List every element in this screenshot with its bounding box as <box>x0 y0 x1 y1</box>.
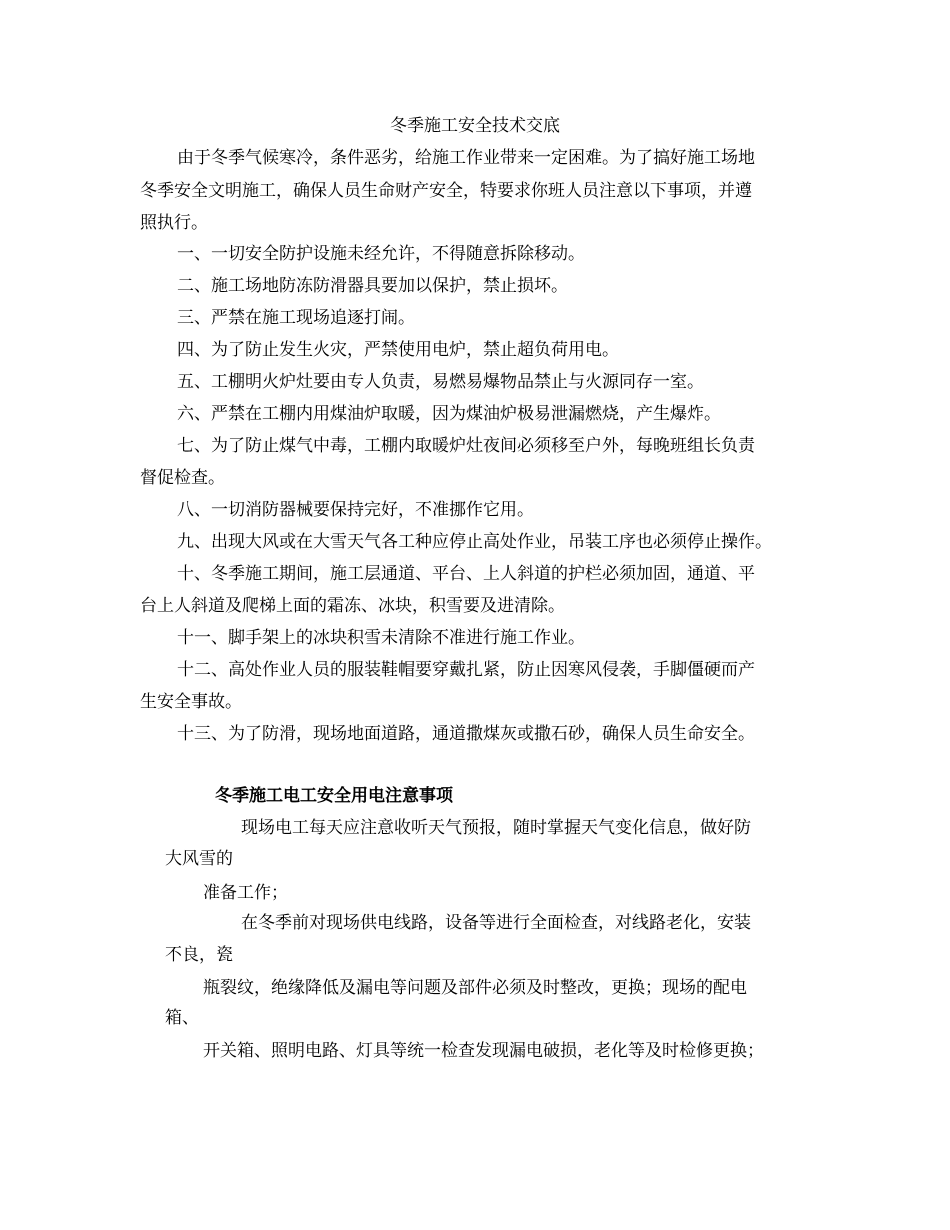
section2-title: 冬季施工电工安全用电注意事项 <box>215 786 453 806</box>
item-3: 三、严禁在施工现场追逐打闹。 <box>177 308 415 328</box>
section2-line-3: 准备工作； <box>203 883 288 903</box>
item-4: 四、为了防止发生火灾，严禁使用电炉，禁止超负荷用电。 <box>177 340 619 360</box>
item-7-line-2: 督促检查。 <box>140 468 225 488</box>
intro-line-2: 冬季安全文明施工，确保人员生命财产安全，特要求你班人员注意以下事项，并遵 <box>140 181 752 201</box>
item-1: 一、一切安全防护设施未经允许，不得随意拆除移动。 <box>177 244 585 264</box>
item-13: 十三、为了防滑，现场地面道路，通道撒煤灰或撒石砂，确保人员生命安全。 <box>177 724 755 744</box>
section2-line-1: 现场电工每天应注意收听天气预报，随时掌握天气变化信息，做好防 <box>241 818 751 838</box>
section2-line-4: 在冬季前对现场供电线路，设备等进行全面检查，对线路老化，安装 <box>241 913 751 933</box>
item-7-line-1: 七、为了防止煤气中毒，工棚内取暖炉灶夜间必须移至户外，每晚班组长负责 <box>177 436 755 456</box>
section2-line-6: 瓶裂纹，绝缘降低及漏电等问题及部件必须及时整改，更换；现场的配电 <box>203 978 747 998</box>
section2-line-5: 不良，瓷 <box>165 945 233 965</box>
item-10-line-1: 十、冬季施工期间，施工层通道、平台、上人斜道的护栏必须加固，通道、平 <box>177 564 755 584</box>
item-8: 八、一切消防器械要保持完好，不准挪作它用。 <box>177 500 534 520</box>
document-title: 冬季施工安全技术交底 <box>390 116 560 136</box>
intro-line-1: 由于冬季气候寒冷，条件恶劣，给施工作业带来一定困难。为了搞好施工场地 <box>177 148 755 168</box>
item-5: 五、工棚明火炉灶要由专人负责，易燃易爆物品禁止与火源同存一室。 <box>177 372 704 392</box>
item-12-line-1: 十二、高处作业人员的服装鞋帽要穿戴扎紧，防止因寒风侵袭，手脚僵硬而产 <box>177 660 755 680</box>
section2-line-8: 开关箱、照明电路、灯具等统一检查发现漏电破损，老化等及时检修更换； <box>203 1041 764 1061</box>
item-9: 九、出现大风或在大雪天气各工种应停止高处作业，吊装工序也必须停止操作。 <box>177 532 772 552</box>
item-10-line-2: 台上人斜道及爬梯上面的霜冻、冰块，积雪要及进清除。 <box>140 596 565 616</box>
item-2: 二、施工场地防冻防滑器具要加以保护，禁止损坏。 <box>177 276 568 296</box>
item-12-line-2: 生安全事故。 <box>140 692 242 712</box>
item-6: 六、严禁在工棚内用煤油炉取暖，因为煤油炉极易泄漏燃烧，产生爆炸。 <box>177 404 721 424</box>
item-11: 十一、脚手架上的冰块积雪未清除不准进行施工作业。 <box>177 628 585 648</box>
section2-line-2: 大风雪的 <box>165 849 233 869</box>
intro-line-3: 照执行。 <box>140 213 208 233</box>
section2-line-7: 箱、 <box>165 1008 199 1028</box>
